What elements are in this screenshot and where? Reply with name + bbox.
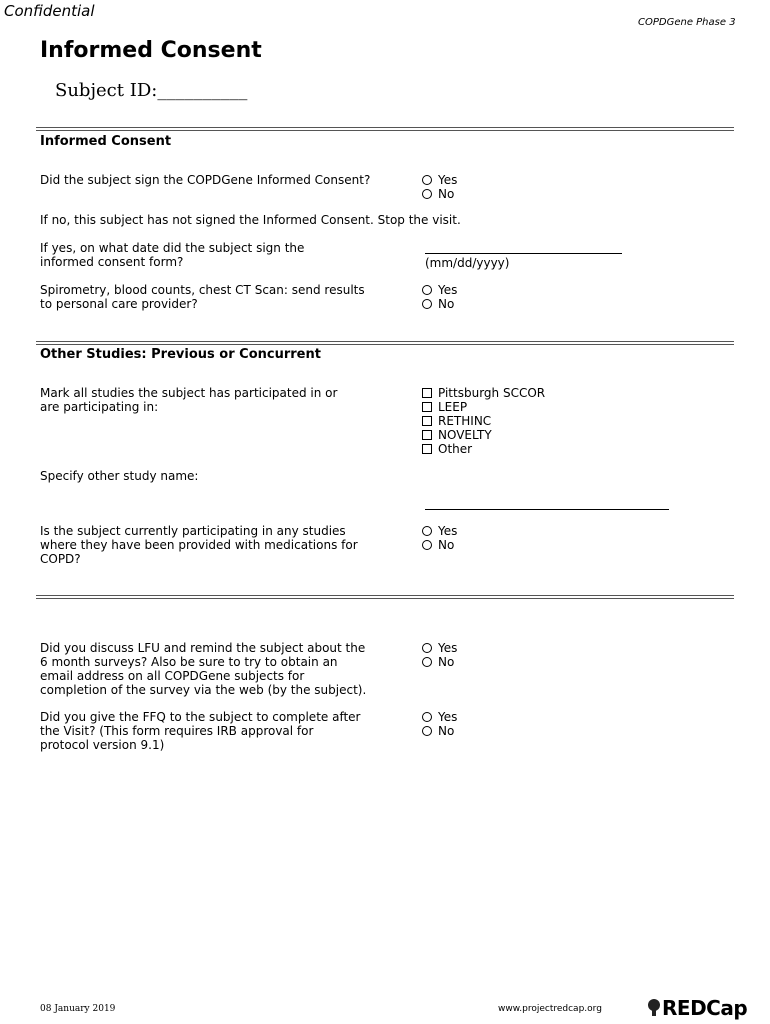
checkbox-icon[interactable] [422, 416, 432, 426]
option-novelty[interactable]: NOVELTY [422, 428, 545, 442]
section-heading-informed-consent: Informed Consent [40, 134, 172, 149]
footer-date: 08 January 2019 [40, 1004, 116, 1014]
footer-url[interactable]: www.projectredcap.org [498, 1004, 602, 1014]
radio-icon[interactable] [422, 189, 432, 199]
radio-icon[interactable] [422, 526, 432, 536]
option-yes[interactable]: Yes [422, 641, 457, 655]
option-other[interactable]: Other [422, 442, 545, 456]
consent-date-field[interactable] [425, 253, 622, 254]
checkbox-icon[interactable] [422, 402, 432, 412]
option-yes[interactable]: Yes [422, 524, 457, 538]
option-no[interactable]: No [422, 538, 457, 552]
option-no[interactable]: No [422, 724, 457, 738]
question-other-study-name: Specify other study name: [40, 469, 199, 483]
date-format-hint: (mm/dd/yyyy) [425, 256, 510, 270]
question-signed-consent: Did the subject sign the COPDGene Informed Consent? [40, 173, 371, 187]
option-no[interactable]: No [422, 655, 457, 669]
option-yes[interactable]: Yes [422, 283, 457, 297]
option-pittsburgh-sccor[interactable]: Pittsburgh SCCOR [422, 386, 545, 400]
question-send-results: Spirometry, blood counts, chest CT Scan: send results to personal care provider? [40, 283, 365, 311]
radio-icon[interactable] [422, 175, 432, 185]
section-divider [36, 127, 734, 131]
radio-icon[interactable] [422, 540, 432, 550]
other-study-name-field[interactable] [425, 509, 669, 510]
lfu-surveys-options [422, 641, 457, 669]
radio-icon[interactable] [422, 726, 432, 736]
option-yes[interactable]: Yes [422, 173, 457, 187]
radio-icon[interactable] [422, 299, 432, 309]
section-divider [36, 341, 734, 345]
radio-icon[interactable] [422, 285, 432, 295]
note-stop-visit: If no, this subject has not signed the Informed Consent. Stop the visit. [40, 213, 461, 227]
question-ffq: Did you give the FFQ to the subject to complete after the Visit? (This form requires IRB approval for protocol version 9.1) [40, 710, 361, 752]
project-name: COPDGene Phase 3 [638, 17, 736, 28]
redcap-logo [646, 996, 747, 1020]
confidential-label: Confidential [4, 2, 95, 20]
page-title: Informed Consent [40, 38, 262, 63]
subject-id-label: Subject ID:__________ [55, 80, 248, 101]
checkbox-icon[interactable] [422, 444, 432, 454]
ffq-options [422, 710, 457, 738]
option-yes[interactable]: Yes [422, 710, 457, 724]
question-consent-date: If yes, on what date did the subject sign the informed consent form? [40, 241, 305, 269]
option-no[interactable]: No [422, 187, 457, 201]
option-leep[interactable]: LEEP [422, 400, 545, 414]
question-lfu-surveys: Did you discuss LFU and remind the subject about the 6 month surveys? Also be sure to try to obtain an email address on all COPDGene subjects for completion of the survey via the web (by the subject). [40, 641, 367, 697]
copd-medications-options [422, 524, 457, 552]
option-rethinc[interactable]: RETHINC [422, 414, 545, 428]
radio-icon[interactable] [422, 657, 432, 667]
redcap-logo-icon [646, 999, 662, 1017]
signed-consent-options [422, 173, 457, 201]
section-heading-other-studies: Other Studies: Previous or Concurrent [40, 347, 321, 362]
checkbox-icon[interactable] [422, 430, 432, 440]
radio-icon[interactable] [422, 643, 432, 653]
studies-options [422, 386, 545, 456]
radio-icon[interactable] [422, 712, 432, 722]
question-copd-medications: Is the subject currently participating in any studies where they have been provided with medications for COPD? [40, 524, 358, 566]
option-no[interactable]: No [422, 297, 457, 311]
question-studies: Mark all studies the subject has participated in or are participating in: [40, 386, 338, 414]
redcap-logo-text: REDCap [662, 996, 748, 1020]
checkbox-icon[interactable] [422, 388, 432, 398]
send-results-options [422, 283, 457, 311]
section-divider [36, 595, 734, 599]
